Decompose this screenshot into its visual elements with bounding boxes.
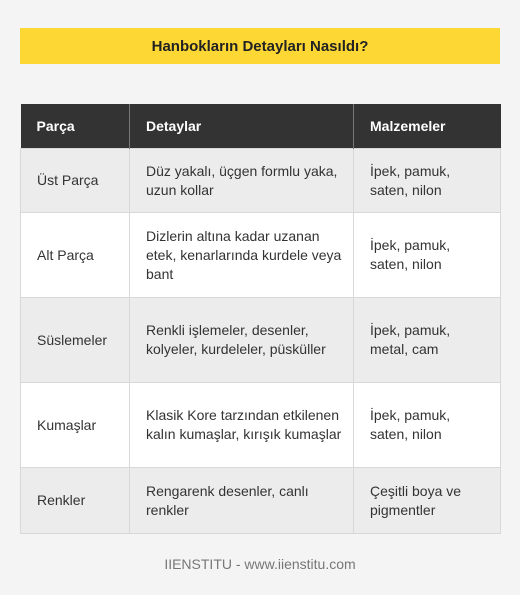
cell-details: Düz yakalı, üçgen formlu yaka, uzun kollar bbox=[130, 149, 354, 213]
cell-details: Rengarenk desenler, canlı renkler bbox=[130, 468, 354, 534]
cell-details: Dizlerin altına kadar uzanan etek, kenarlarında kurdele veya bant bbox=[130, 213, 354, 298]
cell-part: Süslemeler bbox=[21, 298, 130, 383]
table-row bbox=[21, 149, 501, 213]
cell-details: Renkli işlemeler, desenler, kolyeler, kurdeleler, püsküller bbox=[130, 298, 354, 383]
cell-materials: Çeşitli boya ve pigmentler bbox=[354, 468, 501, 534]
table-row bbox=[21, 383, 501, 468]
page-title: Hanbokların Detayları Nasıldı? bbox=[20, 28, 500, 64]
cell-materials: İpek, pamuk, saten, nilon bbox=[354, 213, 501, 298]
cell-materials: İpek, pamuk, metal, cam bbox=[354, 298, 501, 383]
header-part: Parça bbox=[21, 104, 130, 149]
header-materials: Malzemeler bbox=[354, 104, 501, 149]
table-row bbox=[21, 213, 501, 298]
cell-part: Renkler bbox=[21, 468, 130, 534]
table-header-row bbox=[21, 104, 501, 149]
footer-attribution: IIENSTITU - www.iienstitu.com bbox=[164, 556, 356, 572]
cell-part: Alt Parça bbox=[21, 213, 130, 298]
header-details: Detaylar bbox=[130, 104, 354, 149]
cell-part: Üst Parça bbox=[21, 149, 130, 213]
cell-part: Kumaşlar bbox=[21, 383, 130, 468]
table-row bbox=[21, 468, 501, 534]
cell-details: Klasik Kore tarzından etkilenen kalın kumaşlar, kırışık kumaşlar bbox=[130, 383, 354, 468]
table-row bbox=[21, 298, 501, 383]
cell-materials: İpek, pamuk, saten, nilon bbox=[354, 383, 501, 468]
hanbok-details-table bbox=[20, 104, 501, 534]
cell-materials: İpek, pamuk, saten, nilon bbox=[354, 149, 501, 213]
